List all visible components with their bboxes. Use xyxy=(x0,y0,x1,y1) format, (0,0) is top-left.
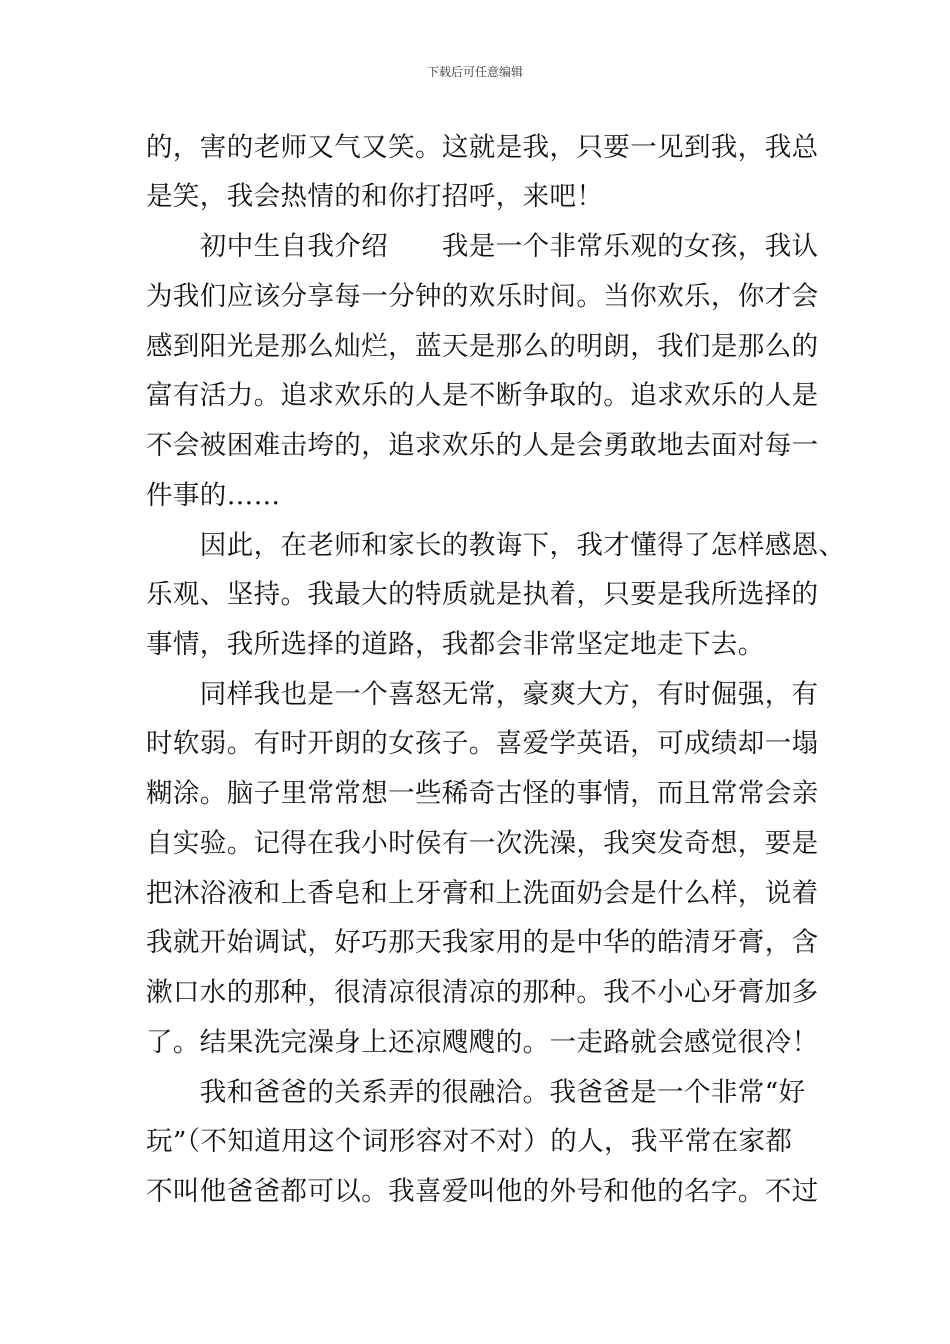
text-line: 自实验。记得在我小时侯有一次洗澡，我突发奇想，要是 xyxy=(146,828,819,859)
text-line: 把沐浴液和上香皂和上牙膏和上洗面奶会是什么样，说着 xyxy=(146,878,819,909)
text-line: 了。结果洗完澡身上还凉飕飕的。一走路就会感觉很冷！ xyxy=(146,1027,819,1058)
text-line: 不会被困难击垮的，追求欢乐的人是会勇敢地去面对每一 xyxy=(146,430,819,461)
text-line: 不叫他爸爸都可以。我喜爱叫他的外号和他的名字。不过 xyxy=(146,1176,819,1207)
text-line: 时软弱。有时开朗的女孩子。喜爱学英语，可成绩却一塌 xyxy=(146,728,819,759)
text-line: 我和爸爸的关系弄的很融洽。我爸爸是一个非常“好 xyxy=(146,1077,806,1108)
text-line: 为我们应该分享每一分钟的欢乐时间。当你欢乐，你才会 xyxy=(146,281,819,312)
text-line: 同样我也是一个喜怒无常，豪爽大方，有时倔强，有 xyxy=(146,679,819,710)
text-line: 富有活力。追求欢乐的人是不断争取的。追求欢乐的人是 xyxy=(146,380,819,411)
text-line: 感到阳光是那么灿烂，蓝天是那么的明朗，我们是那么的 xyxy=(146,331,819,362)
text-line: 漱口水的那种，很清凉很清凉的那种。我不小心牙膏加多 xyxy=(146,977,819,1008)
text-line: 的，害的老师又气又笑。这就是我，只要一见到我，我总 xyxy=(146,132,819,163)
page-header-note: 下载后可任意编辑 xyxy=(426,65,523,79)
text-line: 糊涂。脑子里常常想一些稀奇古怪的事情，而且常常会亲 xyxy=(146,778,819,809)
text-line: 玩”（不知道用这个词形容对不对）的人，我平常在家都 xyxy=(146,1126,793,1157)
text-line: 事情，我所选择的道路，我都会非常坚定地走下去。 xyxy=(146,629,765,660)
text-line: 因此，在老师和家长的教诲下，我才懂得了怎样感恩、 xyxy=(146,530,846,561)
text-line: 初中生自我介绍 我是一个非常乐观的女孩，我认 xyxy=(146,231,819,262)
text-line: 件事的…… xyxy=(146,480,281,511)
text-line: 我就开始调试，好巧那天我家用的是中华的皓清牙膏，含 xyxy=(146,927,819,958)
text-line: 是笑，我会热情的和你打招呼，来吧！ xyxy=(146,181,604,212)
text-line: 乐观、坚持。我最大的特质就是执着，只要是我所选择的 xyxy=(146,579,819,610)
